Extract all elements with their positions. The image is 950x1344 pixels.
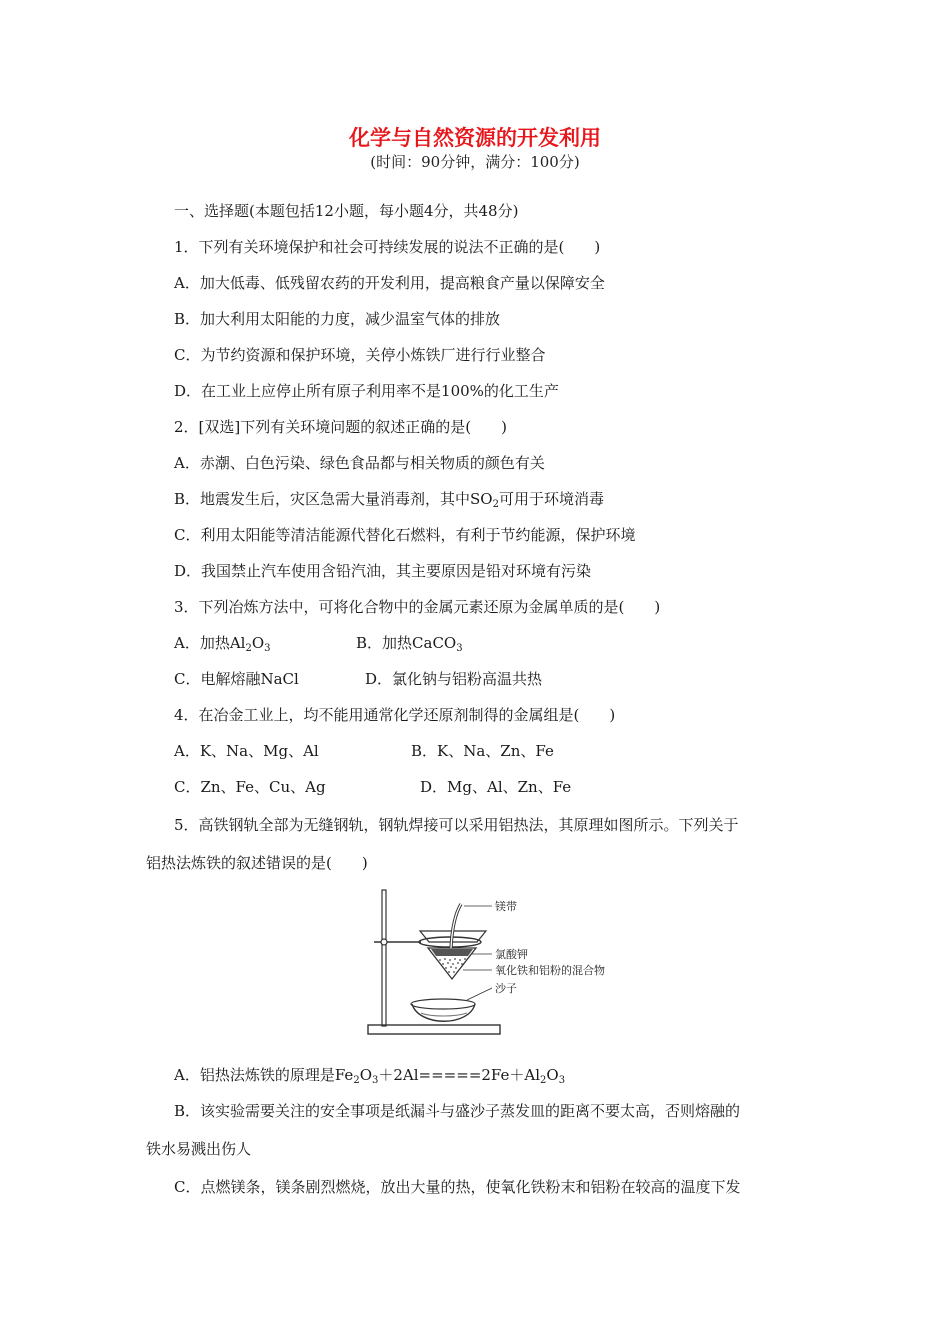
label-sand: 沙子 <box>495 982 517 995</box>
q1-option-d: D．在工业上应停止所有原子利用率不是100%的化工生产 <box>174 382 559 400</box>
q5-option-c: C．点燃镁条，镁条剧烈燃烧，放出大量的热，使氧化铁粉末和铝粉在较高的温度下发 <box>174 1178 741 1196</box>
kclo3-layer <box>431 949 473 956</box>
q5-option-b: B．该实验需要关注的安全事项是纸漏斗与盛沙子蒸发皿的距离不要太高，否则熔融的 <box>174 1102 741 1120</box>
q3-option-c: C．电解熔融NaCl <box>174 670 299 688</box>
stand-rod <box>382 890 386 1026</box>
q4-option-c: C．Zn、Fe、Cu、Ag <box>174 778 326 796</box>
q5-option-a <box>174 1065 565 1091</box>
q5-stem-continued: 铝热法炼铁的叙述错误的是( ) <box>146 854 368 872</box>
q2-option-b-text-end: 可用于环境消毒 <box>498 490 604 508</box>
q3-option-a <box>174 633 271 659</box>
section-heading: 一、选择题(本题包括12小题，每小题4分，共48分) <box>174 202 519 220</box>
subscript: 3 <box>558 1075 566 1086</box>
stand-base <box>368 1025 500 1034</box>
q4-option-a: A．K、Na、Mg、Al <box>174 742 319 760</box>
subscript: 2 <box>540 1075 547 1086</box>
subscript: 3 <box>456 643 463 654</box>
clamp-knob <box>381 939 387 945</box>
q2-option-a: A．赤潮、白色污染、绿色食品都与相关物质的颜色有关 <box>174 454 545 472</box>
q2-option-b <box>174 489 604 515</box>
subscript: 2 <box>245 643 252 654</box>
q3-stem: 3．下列冶炼方法中，可将化合物中的金属元素还原为金属单质的是( ) <box>174 598 661 616</box>
thermite-apparatus-diagram <box>365 884 655 1042</box>
q1-option-b: B．加大利用太阳能的力度，减少温室气体的排放 <box>174 310 501 328</box>
q3-option-b <box>356 633 463 659</box>
q1-option-a: A．加大低毒、低残留农药的开发利用，提高粮食产量以保障安全 <box>174 274 605 292</box>
q3-option-a-text: A．加热Al <box>174 634 246 652</box>
q5-option-a-text: A．铝热法炼铁的原理是Fe <box>174 1066 354 1084</box>
q5-option-a-text: ＋2Al=====2Fe＋Al <box>378 1066 541 1084</box>
q5-option-b-continued: 铁水易溅出伤人 <box>146 1140 252 1158</box>
q5-option-a-text: O <box>546 1066 559 1084</box>
q4-option-d: D．Mg、Al、Zn、Fe <box>420 778 572 796</box>
evaporating-dish <box>412 1004 475 1021</box>
q2-option-c: C．利用太阳能等清洁能源代替化石燃料，有利于节约能源，保护环境 <box>174 526 636 544</box>
q2-option-b-text: B．地震发生后，灾区急需大量消毒剂，其中SO <box>174 490 493 508</box>
q3-option-a-text: O <box>251 634 265 652</box>
q5-option-a-text: O <box>359 1066 372 1084</box>
subscript: 3 <box>264 643 271 654</box>
q2-option-d: D．我国禁止汽车使用含铅汽油，其主要原因是铅对环境有污染 <box>174 562 592 580</box>
exam-info: (时间：90分钟，满分：100分) <box>370 153 580 171</box>
q1-option-c: C．为节约资源和保护环境，关停小炼铁厂进行行业整合 <box>174 346 546 364</box>
subscript: 3 <box>372 1075 379 1086</box>
label-kclo3: 氯酸钾 <box>495 948 528 961</box>
q3-option-b-text: B．加热CaCO <box>356 634 457 652</box>
q4-stem: 4．在冶金工业上，均不能用通常化学还原剂制得的金属组是( ) <box>174 706 616 724</box>
subscript: 2 <box>353 1075 360 1086</box>
page-title: 化学与自然资源的开发利用 <box>349 126 601 150</box>
q3-option-d: D．氯化钠与铝粉高温共热 <box>365 670 543 688</box>
subscript: 2 <box>492 499 499 510</box>
q4-option-b: B．K、Na、Zn、Fe <box>411 742 554 760</box>
label-mg-ribbon: 镁带 <box>495 900 517 913</box>
q2-stem: 2．[双选]下列有关环境问题的叙述正确的是( ) <box>174 418 507 436</box>
q1-stem: 1．下列有关环境保护和社会可持续发展的说法不正确的是( ) <box>174 238 601 256</box>
q5-stem: 5．高铁钢轨全部为无缝钢轨，钢轨焊接可以采用铝热法，其原理如图所示。下列关于 <box>174 816 739 834</box>
label-mixture: 氧化铁和铝粉的混合物 <box>495 964 605 977</box>
